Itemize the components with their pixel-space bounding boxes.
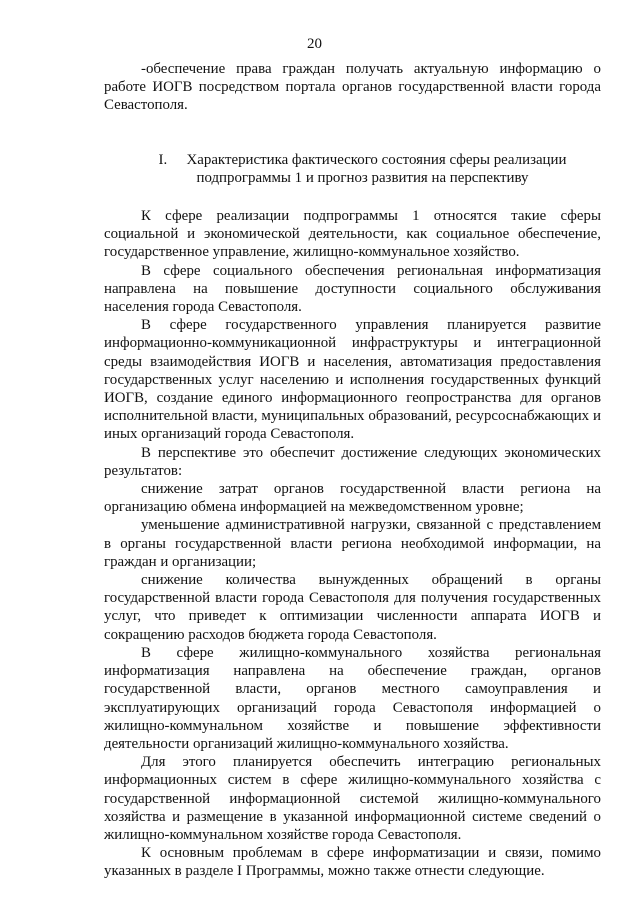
list-item: уменьшение административной нагрузки, связанной с представлением в органы государственной власти региона необходимой информации, на граждан и организации; xyxy=(104,517,601,570)
body-paragraph: В перспективе это обеспечит достижение следующих экономических результатов: xyxy=(104,444,601,479)
body-paragraph: В сфере социального обеспечения региональная информатизация направлена на повышение доступности социального обслуживания населения города Севастополя. xyxy=(104,262,601,316)
section-heading xyxy=(104,151,601,187)
body-paragraph: К основным проблемам в сфере информатизации и связи, помимо указанных в разделе I Программы, можно также отнести следующие. xyxy=(104,845,601,880)
section-numeral: I. xyxy=(158,151,168,168)
body-paragraph: Для этого планируется обеспечить интеграцию региональных информационных систем в сфере жилищно-коммунального хозяйства с государственной информационной системой жилищно-коммунального хозяйства и размещение в указанной информационной системе сведений о жилищно-коммунальном хозяйстве города Севастополя. xyxy=(104,754,601,843)
body-paragraph: К сфере реализации подпрограммы 1 относятся такие сферы социальной и экономической деятельности, как социальное обеспечение, государственное управление, жилищно-коммунальное хозяйство. xyxy=(104,208,601,261)
list-item: снижение затрат органов государственной власти региона на организацию обмена информацией на межведомственном уровне; xyxy=(104,481,601,516)
body-paragraph: В сфере государственного управления планируется развитие информационно-коммуникационной инфраструктуры и интеграционной среды взаимодействия ИОГВ и населения, автоматизация предоставления государственных услуг населению и исполнения государственных функций ИОГВ, создание единого информационного геопространства для органов исполнительной власти, муниципальных образований, ресурсоснабжающих и иных организаций города Севастополя. xyxy=(104,317,601,443)
document-body xyxy=(104,60,601,881)
intro-paragraph: -обеспечение права граждан получать актуальную информацию о работе ИОГВ посредством портала органов государственной власти города Севастополя. xyxy=(104,61,601,114)
list-item: снижение количества вынужденных обращений в органы государственной власти города Севастополя для получения государственных услуг, что приведет к оптимизации численности аппарата ИОГВ и сокращению расходов бюджета города Севастополя. xyxy=(104,572,601,643)
section-title-line1: Характеристика фактического состояния сферы реализации xyxy=(186,151,567,168)
page-number: 20 xyxy=(307,36,322,52)
body-paragraph: В сфере жилищно-коммунального хозяйства региональная информатизация направлена на обеспечение граждан, органов государственной власти, органов местного самоуправления и эксплуатирующих организаций города Севастополя информацией о жилищно-коммунальном хозяйстве и повышение эффективности деятельности организаций жилищно-коммунального хозяйства. xyxy=(104,644,601,752)
section-title-line2: подпрограммы 1 и прогноз развития на перспективу xyxy=(196,169,529,186)
